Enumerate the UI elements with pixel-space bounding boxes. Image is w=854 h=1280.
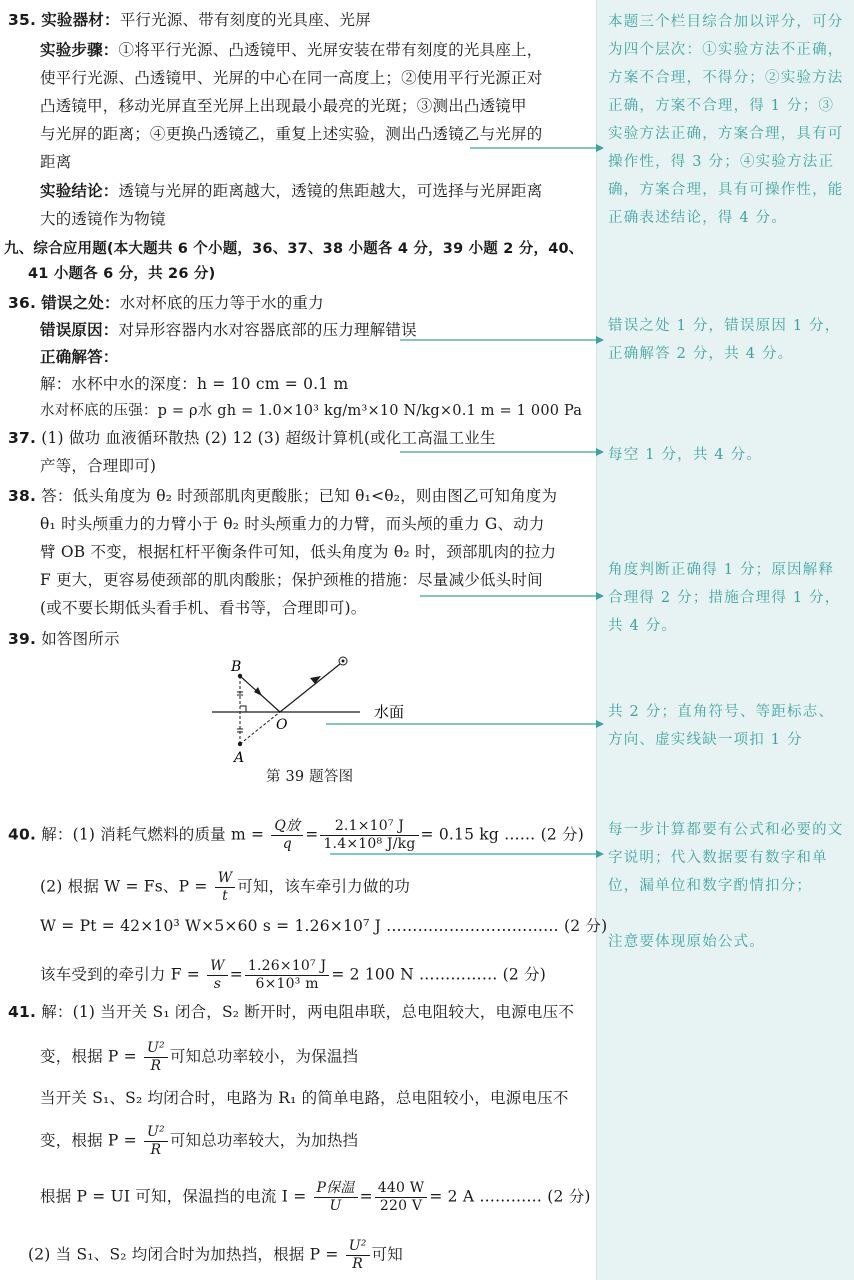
q40-number: 40.: [8, 825, 37, 844]
q35-steps-label: 实验步骤：: [40, 40, 119, 59]
section-9-heading-cont: 41 小题各 6 分，共 26 分): [28, 266, 216, 282]
q41-line-2: [40, 1040, 358, 1075]
q35-line-1: [8, 10, 371, 30]
q40-line-4-prefix: 该车受到的牵引力 F =: [40, 965, 200, 984]
q40-fraction-3: [215, 870, 236, 905]
q41-line-5: 根据 P = UI 可知，保温挡的电流 I = $\frac{\text{P保温}}{U}$ = $\frac{440 W}{220 V}$ = 2 A ………… (2 分): [40, 1180, 591, 1214]
q40-fraction-2: [320, 818, 418, 853]
q40-f5-numerator: 1.26×10⁷ J: [245, 958, 329, 976]
grading-note-q39: 共 2 分；直角符号、等距标志、方向、虚实线缺一项扣 1 分: [608, 704, 835, 748]
q36-number: 36.: [8, 294, 37, 312]
q38-line-2: θ₁ 时头颅重力的力臂小于 θ₂ 时头颅重力的力臂，而头颅的重力 G、动力: [40, 515, 545, 533]
q40-line-1-prefix: 解：(1) 消耗气燃料的质量 m =: [41, 825, 265, 844]
q36-error-label: 错误之处：: [41, 293, 120, 312]
q40-f1-denominator: q: [282, 836, 292, 852]
q41-line-5-suffix: = 2 A ………… (2 分): [429, 1187, 591, 1206]
q35-line-7: [40, 181, 542, 201]
q41-f1-denominator: R: [150, 1058, 162, 1074]
q37-text: (1) 做功 血液循环散热 (2) 12 (3) 超级计算机(或化工高温工业生: [41, 429, 496, 447]
q38-number: 38.: [8, 487, 37, 505]
q41-line-1-text: 解：(1) 当开关 S₁ 闭合，S₂ 断开时，两电阻串联，总电阻较大，电源电压不: [41, 1003, 575, 1021]
q41-line-4-prefix: 变，根据 P =: [40, 1131, 137, 1150]
q40-f4-denominator: s: [213, 976, 222, 992]
q39-text: 如答图所示: [41, 630, 120, 648]
q40-line-4: 该车受到的牵引力 F = $\frac{W}{s}$ = $\frac{\text{1.26×10⁷ J}}{\text{6×10³ m}}$ = 2 100 N …………… (2 分): [40, 958, 547, 992]
q39-line-1: [8, 629, 120, 649]
grading-note-q38: 角度判断正确得 1 分；原因解释合理得 2 分；措施合理得 1 分，共 4 分。: [608, 562, 841, 634]
grading-note-q35: 本题三个栏目综合加以评分，可分为四个层次：①实验方法不正确，方案不合理，不得分；②实验方法正确，方案不合理，得 1 分；③实验方法正确，方案合理，具有可操作性，得 3 分；④实验方法正确，方案合理，具有可操作性，能正确表述结论，得 4 分。: [608, 14, 844, 226]
q41-f2-numerator: U²: [144, 1124, 168, 1142]
column-divider: [596, 0, 597, 1280]
q36-reason-text: 对异形容器内水对容器底部的压力理解错误: [118, 321, 417, 339]
label-b: B: [231, 659, 242, 675]
q37-line-2: 产等，合理即可): [40, 457, 157, 475]
q41-f3-denominator: U: [329, 1198, 342, 1214]
q41-fraction-5: [346, 1238, 370, 1273]
q35-conclusion-label: 实验结论：: [40, 181, 119, 200]
label-o: O: [276, 717, 288, 733]
grading-note-q37: 每空 1 分，共 4 分。: [608, 447, 762, 463]
q41-line-3: 当开关 S₁、S₂ 均闭合时，电路为 R₁ 的简单电路，总电阻较小，电源电压不: [40, 1089, 569, 1107]
q40-f1-numerator: Q放: [271, 818, 303, 836]
q41-line-6: [28, 1238, 403, 1273]
q40-fraction-1: [271, 818, 303, 853]
q35-line-2: [40, 40, 542, 60]
label-a: A: [234, 750, 245, 764]
label-water: 水面: [374, 703, 405, 721]
q38-line-1: [8, 486, 557, 506]
q35-line-8: 大的透镜作为物镜: [40, 210, 166, 228]
reflected-ray: [280, 664, 340, 712]
q41-f5-denominator: R: [352, 1256, 363, 1272]
q41-line-2-suffix: 可知总功率较小，为保温挡: [169, 1047, 359, 1066]
q35-line-4: 凸透镜甲，移动光屏直至光屏上出现最小最亮的光斑；③测出凸透镜甲: [40, 97, 527, 115]
section-9-heading: 九、综合应用题(本大题共 6 个小题，36、37、38 小题各 4 分，39 小题 2 分，40、: [4, 241, 584, 257]
q35-equipment-label: 实验器材：: [41, 10, 120, 29]
q41-line-2-prefix: 变，根据 P =: [40, 1047, 137, 1066]
q40-line-3: W = Pt = 42×10³ W×5×60 s = 1.26×10⁷ J …………………………… (2 分): [40, 917, 608, 935]
grading-note-q40-extra: 注意要体现原始公式。: [608, 934, 765, 950]
q41-f4-numerator: 440 W: [375, 1180, 428, 1198]
q38-line-5: (或不要长期低头看手机、看书等，合理即可)。: [40, 599, 367, 617]
q40-f3-numerator: W: [215, 870, 236, 888]
grading-note-q36: 错误之处 1 分，错误原因 1 分，正确解答 2 分，共 4 分。: [608, 318, 841, 362]
q40-line-1-suffix: = 0.15 kg …… (2 分): [420, 825, 585, 844]
point-a: [238, 742, 242, 746]
q40-fraction-5: [245, 958, 329, 993]
q35-conclusion-text: 透镜与光屏的距离越大，透镜的焦距越大，可选择与光屏距离: [118, 182, 543, 200]
q40-f2-numerator: 2.1×10⁷ J: [320, 818, 418, 836]
q41-f2-denominator: R: [150, 1142, 162, 1158]
q41-f1-numerator: U²: [144, 1040, 168, 1058]
q40-f2-denominator: 1.4×10⁸ J/kg: [323, 836, 416, 852]
q40-line-4-suffix: = 2 100 N …………… (2 分): [331, 965, 547, 984]
q35-line-5: 与光屏的距离；④更换凸透镜乙，重复上述实验，测出凸透镜乙与光屏的: [40, 125, 543, 143]
q40-f5-denominator: 6×10³ m: [255, 976, 319, 992]
q36-line-2: [40, 320, 417, 340]
q36-error-text: 水对杯底的压力等于水的重力: [119, 294, 324, 312]
q38-line-3: 臂 OB 不变，根据杠杆平衡条件可知，低头角度为 θ₂ 时，颈部肌肉的拉力: [40, 543, 557, 561]
q39-diagram: [200, 652, 430, 764]
incident-arrow-icon: [254, 687, 262, 696]
right-angle-mark: [240, 706, 246, 712]
q41-f3-numerator: P保温: [314, 1180, 358, 1198]
q36-reason-label: 错误原因：: [40, 320, 119, 339]
q41-line-6-prefix: (2) 当 S₁、S₂ 均闭合时为加热挡，根据 P =: [28, 1245, 339, 1264]
q39-number: 39.: [8, 630, 37, 648]
eye-pupil-icon: [342, 660, 345, 663]
q40-f3-denominator: t: [222, 888, 228, 904]
q40-fraction-4: [207, 958, 228, 993]
q36-line-4: 解：水杯中水的深度：h = 10 cm = 0.1 m: [40, 375, 349, 393]
q35-line-3: 使平行光源、凸透镜甲、光屏的中心在同一高度上；②使用平行光源正对: [40, 69, 543, 87]
q41-f4-denominator: 220 V: [379, 1198, 423, 1214]
q41-line-4: [40, 1124, 358, 1159]
q38-line-4: F 更大，更容易使颈部的肌肉酸胀；保护颈椎的措施：尽量减少低头时间: [40, 571, 543, 589]
q41-line-5-prefix: 根据 P = UI 可知，保温挡的电流 I =: [40, 1187, 307, 1206]
virtual-ray: [240, 712, 280, 744]
q41-fraction-3: [314, 1180, 358, 1215]
q35-line-6: 距离: [40, 153, 72, 171]
q41-fraction-4: [375, 1180, 428, 1215]
q36-line-5: 水对杯底的压强：p = ρ水 gh = 1.0×10³ kg/m³×10 N/kg×0.1 m = 1 000 Pa: [40, 403, 583, 419]
q41-line-4-suffix: 可知总功率较大，为加热挡: [169, 1131, 359, 1150]
q41-number: 41.: [8, 1003, 37, 1021]
q36-line-1: [8, 293, 324, 313]
q37-line-1: [8, 428, 496, 448]
q40-line-2-suffix: 可知，该车牵引力做的功: [237, 877, 410, 896]
q38-text: 答：低头角度为 θ₂ 时颈部肌肉更酸胀；已知 θ₁<θ₂，则由图乙可知角度为: [41, 487, 558, 505]
q41-fraction-2: [144, 1124, 168, 1159]
q40-f4-numerator: W: [207, 958, 228, 976]
q35-equipment-text: 平行光源、带有刻度的光具座、光屏: [119, 11, 371, 29]
q39-caption: 第 39 题答图: [266, 769, 354, 785]
q40-line-2: [40, 870, 410, 905]
q41-f5-numerator: U²: [346, 1238, 370, 1256]
q41-fraction-1: [144, 1040, 168, 1075]
q35-steps-text: ①将平行光源、凸透镜甲、光屏安装在带有刻度的光具座上，: [118, 41, 543, 59]
q41-line-1: [8, 1002, 574, 1022]
q40-line-1: 40. 解：(1) 消耗气燃料的质量 m = $\frac{\text{Q放}}{q}$ = $\frac{\text{2.1×10⁷ J}}{\text{1.4×10⁸ J/kg}}$ = 0.15 kg …… (2 分): [8, 818, 585, 852]
q35-number: 35.: [8, 11, 37, 29]
q36-correct-label: 正确解答：: [40, 347, 119, 366]
q41-line-6-suffix: 可知: [371, 1245, 403, 1264]
q40-line-2-prefix: (2) 根据 W = Fs、P =: [40, 877, 208, 896]
grading-note-q40: 每一步计算都要有公式和必要的文字说明；代入数据要有数字和单位，漏单位和数字酌情扣分；: [608, 822, 844, 894]
q37-number: 37.: [8, 429, 37, 447]
